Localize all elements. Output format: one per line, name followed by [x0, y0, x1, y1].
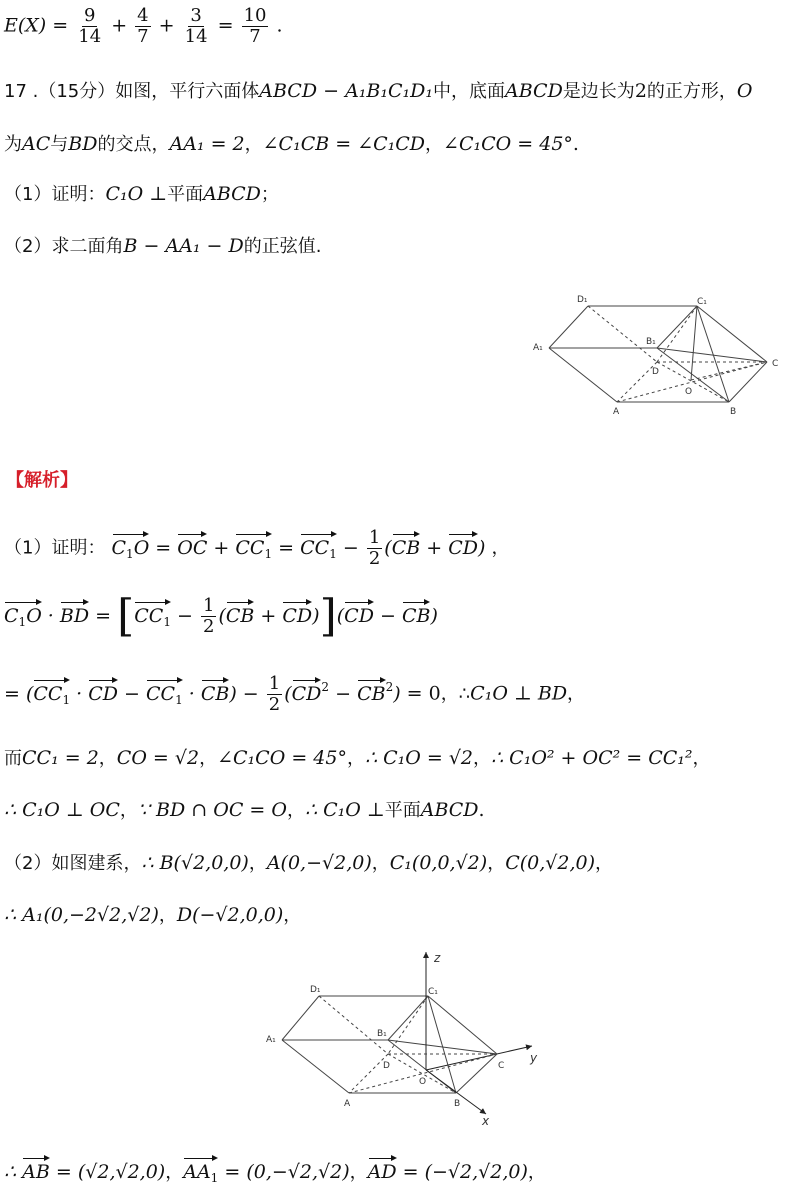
problem-number: 17 — [4, 81, 27, 102]
solution-line-1: （1）证明： $C_1O$ = OC + $CC_1 = CC_1$ − $\frac{1}{2}$ (CB + CD) ， — [4, 527, 510, 569]
axis-z-label: z — [434, 951, 441, 965]
label-c1: C₁ — [428, 987, 438, 997]
fraction-result: $\frac{10}{7}$ — [243, 5, 267, 47]
expectation-lhs: E(X) — [4, 14, 47, 37]
solution-line-8: ∴ AB = (√2,√2,0)，$AA_1 = (0,-√2,√2)$，AD = (−√2,√2,0)， — [4, 1156, 546, 1190]
solution-line-4: 而CC₁ = 2，CO = √2，∠C₁CO = 45°，∴ C₁O = √2，∴ C₁O² + OC² = CC₁²， — [4, 747, 711, 769]
fraction-term-2: $\frac{4}{7}$ — [137, 5, 149, 47]
label-a1: A₁ — [533, 343, 543, 353]
parallelepiped-figure-1 — [525, 292, 795, 422]
label-o: O — [419, 1077, 427, 1087]
label-b: B — [454, 1099, 461, 1109]
label-d: D — [652, 367, 659, 377]
expectation-line: E(X) = $\frac{9}{14}$ + $\frac{4}{7}$ + $\frac{3}{14}$ = $\frac{10}{7}$ . — [4, 5, 283, 47]
axis-y-label: y — [530, 1051, 538, 1065]
solution-heading: 【解析】 — [6, 470, 78, 491]
label-o: O — [685, 387, 693, 397]
condition-aa1: AA₁ = 2 — [169, 133, 245, 155]
fraction-term-1: $\frac{9}{14}$ — [78, 5, 102, 47]
problem-part-1: （1）证明：C₁O ⊥平面ABCD； — [4, 183, 279, 205]
label-d: D — [383, 1061, 390, 1071]
problem-line-2: 为AC与BD的交点，AA₁ = 2，∠C₁CB = ∠C₁CD，∠C₁CO = 45°. — [4, 133, 579, 155]
solution-line-3: = ($CC_1$ · CD − $CC_1 \cdot CB$) − $\frac{1}{2}$ $(CD^2 - CB^2) = 0$，∴C₁O ⊥ BD， — [4, 673, 586, 715]
label-b: B — [730, 407, 737, 417]
parallelepiped-figure-2 — [260, 948, 550, 1128]
problem-line-1: 17 .（15分）如图，平行六面体ABCD − A₁B₁C₁D₁中，底面ABCD是边长为2的正方形，O — [4, 80, 753, 102]
solution-line-5: ∴ C₁O ⊥ OC，∵ BD ∩ OC = O，∴ C₁O ⊥平面ABCD. — [4, 799, 485, 821]
solution-line-2: $C_1O$ · BD = [$CC_1$ − $\frac{1}{2}$ (CB + CD)](CD − CB) — [4, 590, 438, 642]
label-c1: C₁ — [697, 297, 707, 307]
label-a: A — [344, 1099, 351, 1109]
label-b1: B₁ — [377, 1029, 387, 1039]
label-c: C — [498, 1061, 505, 1071]
label-d1: D₁ — [310, 985, 321, 995]
axis-x-label: x — [482, 1114, 490, 1128]
condition-angle45: ∠C₁CO = 45° — [443, 133, 573, 155]
solution-line-7: ∴ A₁(0,−2√2,√2)，D(−√2,0,0)， — [4, 904, 302, 926]
problem-part-2: （2）求二面角B − AA₁ − D的正弦值. — [4, 235, 322, 257]
solution-line-6: （2）如图建系，∴ B(√2,0,0)，A(0,−√2,0)，C₁(0,0,√2)，C(0,√2,0)， — [4, 852, 614, 874]
fraction-term-3: $\frac{3}{14}$ — [184, 5, 208, 47]
problem-score: （15分） — [38, 81, 116, 102]
label-c: C — [772, 359, 779, 369]
solid-name: ABCD − A₁B₁C₁D₁ — [259, 80, 433, 102]
label-b1: B₁ — [646, 337, 656, 347]
label-a1: A₁ — [266, 1035, 276, 1045]
label-a: A — [613, 407, 620, 417]
label-d1: D₁ — [577, 295, 588, 305]
condition-angles: ∠C₁CB = ∠C₁CD — [262, 133, 426, 155]
